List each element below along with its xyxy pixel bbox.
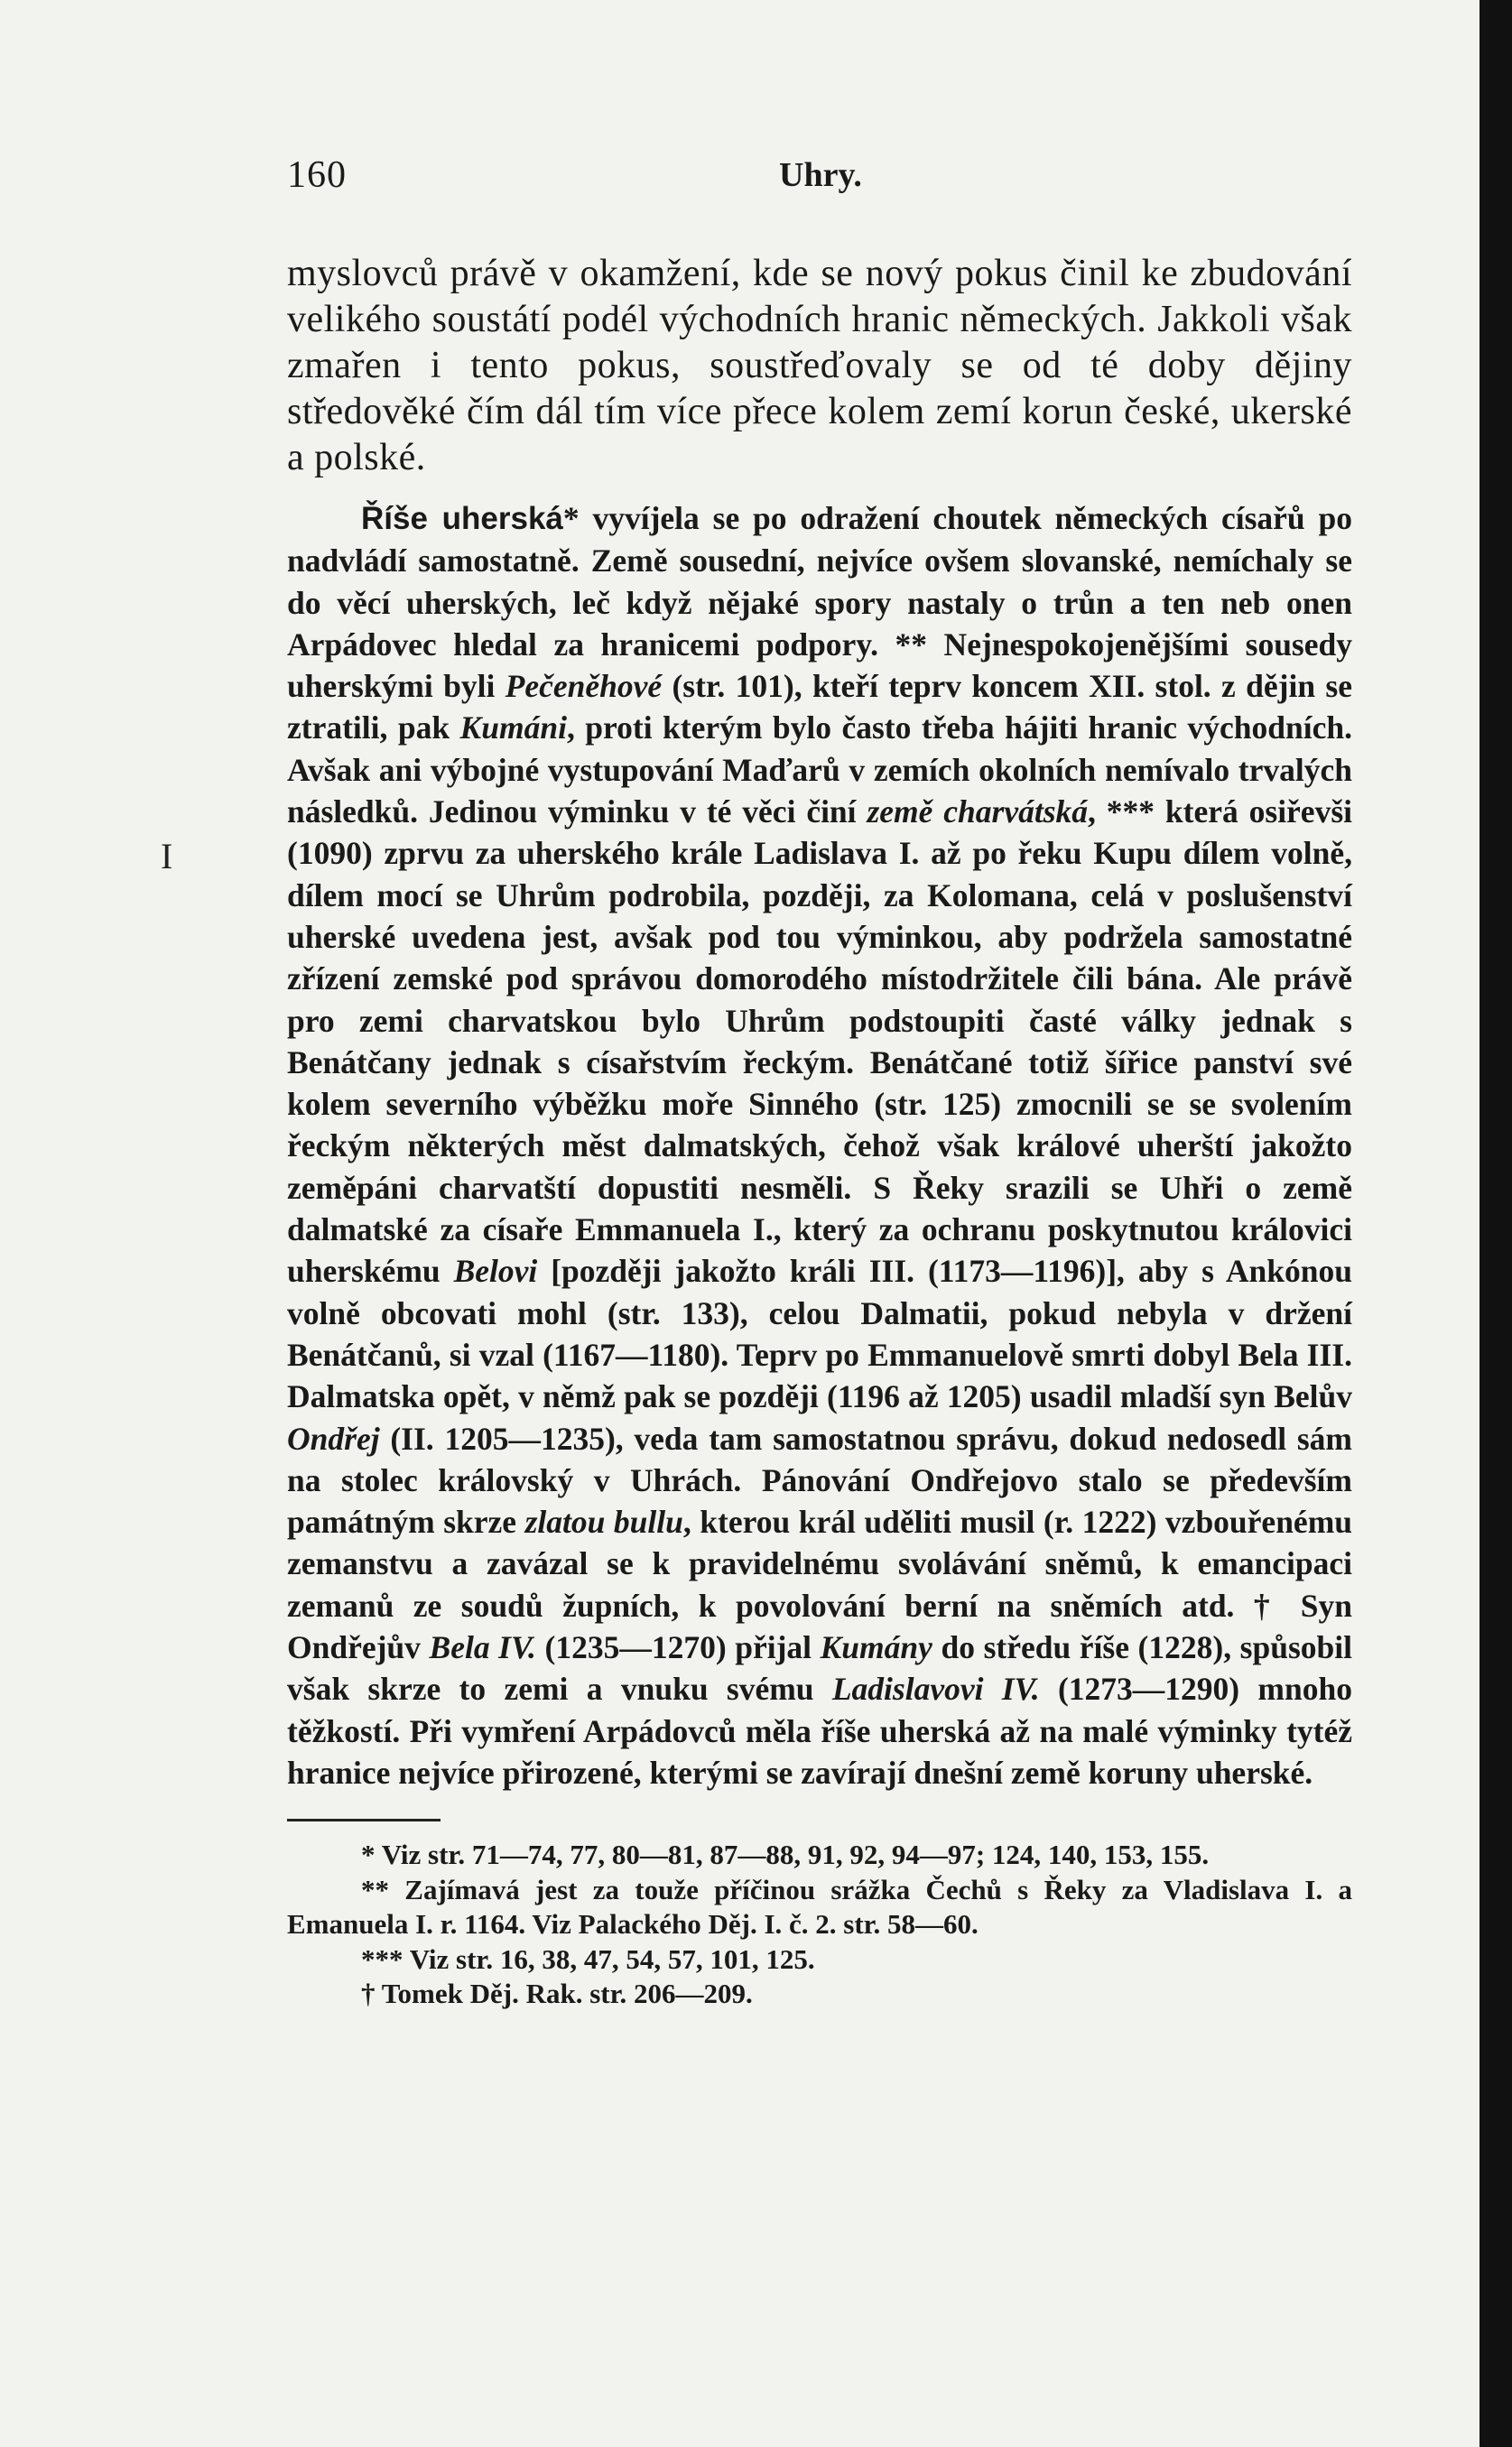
text-run: , *** která osiřevši (1090) zprvu za uherského krále Ladislava I. až po řeku Kupu dílem volně, dílem mocí se Uhrům podrobila, později, za Kolomana, celá v poslušenství uherské uvedena jest, avšak pod tou výminkou, aby podržela samostatné zřízení zemské pod správou domorodého místodržitele čili bána. Ale právě pro zemi charvatskou bylo Uhrům podstoupiti časté války jednak s Benátčany jednak s císařstvím řeckým. Benátčané totiž šířice panství své kolem severního výběžku moře Sinného (str. 125) zmocnili se se svolením řeckým některých měst dalmatských, čehož však králové uherští jakožto zeměpáni charvatští dopustiti nesměli. S Řeky srazili se Uhři o země dalmatské za císaře Emmanuela I., který za ochranu poskytnutou královici uherskému xyxy=(287,793,1352,1290)
italic-term: Ladislavovi IV. xyxy=(831,1671,1040,1708)
italic-term: země charvátská xyxy=(867,793,1089,830)
footnotes xyxy=(287,1838,1352,2012)
footnote: ** Zajímavá jest za touže příčinou srážka Čechů s Řeky za Vladislava I. a Emanuela I. r. 1164. Viz Palackého Děj. I. č. 2. str. 58—60. xyxy=(287,1873,1352,1941)
text-run: [později jakožto králi III. (1173—1196)], aby s Ankónou volně obcovati mohl (str. 133), celou Dalmatii, pokud nebyla v držení Benátčanů, si vzal (1167—1180). Teprv po Emmanuelově smrti dobyl Bela III. Dalmatska opět, v němž pak se později (1196 až 1205) usadil mladší syn Belův xyxy=(287,1253,1352,1415)
book-page xyxy=(287,153,1352,2012)
page-header xyxy=(287,153,1352,217)
page-edge xyxy=(1480,0,1512,2447)
text-run: vyvíjela se po odražení choutek německých císařů po nadvládí samostatně. Země sousední, nejvíce ovšem slovanské, nemíchaly se do věcí uherských, leč když nějaké spory nastaly o trůn a ten neb onen Arpádovec hledal za hranicemi podpory. ** Nejnespokojenějšími sousedy uherskými byli xyxy=(287,500,1352,705)
running-head: Uhry. xyxy=(779,156,862,194)
italic-term: zlatou bullu xyxy=(524,1504,683,1541)
main-paragraph xyxy=(287,497,1352,1794)
text-run: , kterou král uděliti musil (r. 1222) vzbouřenému zemanstvu a zavázal se k pravidelnému svolávání sněmů, k emancipaci zemanů ze soudů župních, k povolování berní na sněmích atd. † Syn Ondřejův xyxy=(287,1504,1353,1666)
heading-footnote-mark: * xyxy=(562,500,580,536)
footnote: † Tomek Děj. Rak. str. 206—209. xyxy=(361,1978,753,2010)
italic-term: Kumány xyxy=(820,1629,932,1666)
footnote-divider xyxy=(287,1819,441,1821)
text-run: (1273—1290) mnoho těžkostí. Při vymření Arpádovců měla říše uherská až na malé výminky tytéž hranice nejvíce přirozené, kterými se zavírají dnešní země koruny uherské. xyxy=(287,1671,1352,1791)
section-heading: Říše uherská xyxy=(361,501,563,536)
footnote: *** Viz str. 16, 38, 47, 54, 57, 101, 125. xyxy=(361,1942,815,1975)
text-run: (str. 101), kteří teprv koncem XII. stol. z dějin se ztratili, pak xyxy=(287,668,1352,746)
margin-mark: I xyxy=(161,836,173,876)
italic-term: Ondřej xyxy=(287,1420,380,1457)
text-run: , proti kterým bylo často třeba hájiti hranic východních. Avšak ani výbojné vystupování Maďarů v zemích okolních nemívalo trvalých následků. Jedinou výminku v té věci činí xyxy=(287,709,1353,830)
italic-term: Kumáni xyxy=(459,709,567,746)
italic-term: Belovi xyxy=(453,1253,538,1290)
paragraph-text xyxy=(287,497,1352,1794)
text-run: do středu říše (1228), spůsobil však skrze to zemi a vnuku svému xyxy=(287,1629,1352,1708)
text-run: (1235—1270) přijal xyxy=(535,1629,821,1666)
footnote: * Viz str. 71—74, 77, 80—81, 87—88, 91, 92, 94—97; 124, 140, 153, 155. xyxy=(361,1839,1210,1871)
italic-term: Pečeněhové xyxy=(505,668,663,705)
text-run: (II. 1205—1235), veda tam samostatnou správu, dokud nedosedl sám na stolec královský v Uhrách. Pánování Ondřejovo stalo se především památným skrze xyxy=(287,1420,1352,1541)
page-number: 160 xyxy=(287,154,347,196)
italic-term: Bela IV. xyxy=(429,1629,536,1666)
intro-paragraph: myslovců právě v okamžení, kde se nový pokus činil ke zbudování velikého soustátí podél východních hranic německých. Jakkoli však zmařen i tento pokus, soustřeďovaly se od té doby dějiny středověké čím dál tím více přece kolem zemí korun české, ukerské a polské. xyxy=(287,253,1352,478)
